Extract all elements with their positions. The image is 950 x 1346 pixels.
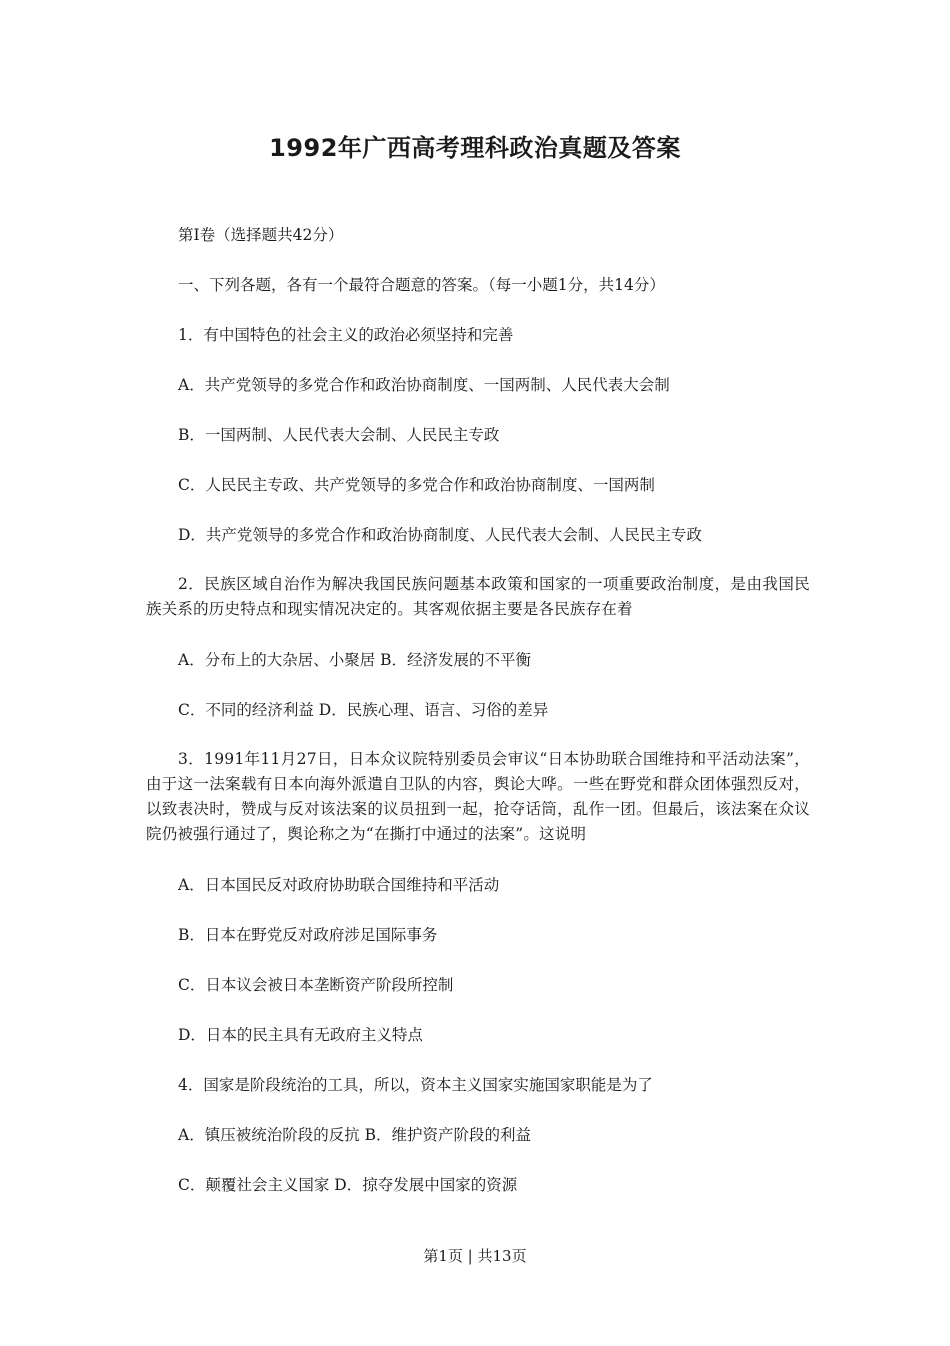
question-2-stem: 2．民族区域自治作为解决我国民族问题基本政策和国家的一项重要政治制度，是由我国民族关系的历史特点和现实情况决定的。其客观依据主要是各民族存在着: [146, 575, 810, 618]
instruction-text: 一、下列各题，各有一个最符合题意的答案。（每一小题1分，共14分）: [178, 276, 665, 294]
question-3-stem: 3．1991年11月27日，日本众议院特别委员会审议“日本协助联合国维持和平活动法案”，由于这一法案载有日本向海外派遣自卫队的内容，舆论大哗。一些在野党和群众团体强烈反对，以致表决时，赞成与反对该法案的议员扭到一起，抢夺话筒，乱作一团。但最后，该法案在众议院仍被强行通过了，舆论称之为“在撕打中通过的法案”。这说明: [146, 750, 810, 843]
question-2-options-cd: C．不同的经济利益 D．民族心理、语言、习俗的差异: [178, 701, 549, 719]
question-1-stem: 1．有中国特色的社会主义的政治必须坚持和完善: [178, 326, 514, 344]
question-4-stem: 4．国家是阶段统治的工具，所以，资本主义国家实施国家职能是为了: [178, 1076, 653, 1094]
question-3-option-a: A．日本国民反对政府协助联合国维持和平活动: [178, 876, 500, 894]
question-3-option-b: B．日本在野党反对政府涉足国际事务: [178, 926, 438, 944]
question-2-options-ab: A．分布上的大杂居、小聚居 B．经济发展的不平衡: [178, 651, 532, 669]
question-3-option-c: C．日本议会被日本垄断资产阶段所控制: [178, 976, 454, 994]
question-1-option-c: C．人民民主专政、共产党领导的多党合作和政治协商制度、一国两制: [178, 476, 655, 494]
question-1-option-a: A．共产党领导的多党合作和政治协商制度、一国两制、人民代表大会制: [178, 376, 670, 394]
page-footer: 第1页 | 共13页: [423, 1247, 527, 1265]
question-1-option-b: B．一国两制、人民代表大会制、人民民主专政: [178, 426, 500, 444]
question-1-option-d: D．共产党领导的多党合作和政治协商制度、人民代表大会制、人民民主专政: [178, 526, 702, 544]
question-4-options-cd: C．颠覆社会主义国家 D．掠夺发展中国家的资源: [178, 1176, 518, 1194]
question-4-options-ab: A．镇压被统治阶段的反抗 B．维护资产阶段的利益: [178, 1126, 532, 1144]
section-heading: 第Ⅰ卷（选择题共42分）: [178, 226, 344, 244]
page-title: 1992年广西高考理科政治真题及答案: [269, 134, 681, 162]
question-3-option-d: D．日本的民主具有无政府主义特点: [178, 1026, 423, 1044]
